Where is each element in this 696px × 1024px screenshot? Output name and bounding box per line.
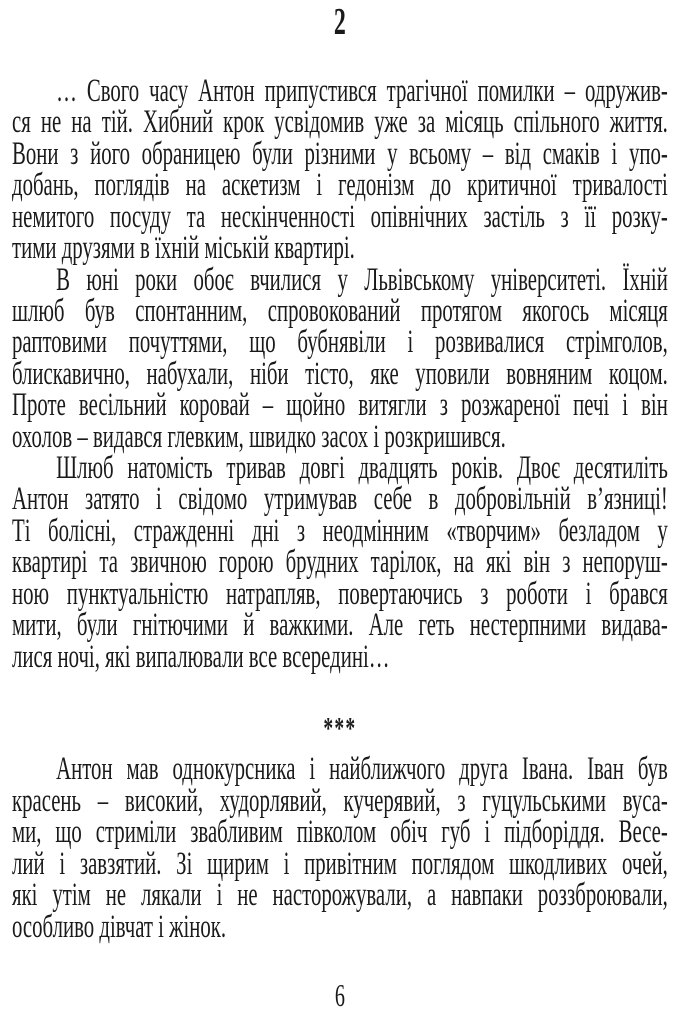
section-separator bbox=[12, 705, 668, 746]
chapter-number: 2 bbox=[333, 1, 346, 43]
text-line: ми, що стриміли звабливим півколом обіч губ і підборіддя. Весе- bbox=[12, 814, 668, 851]
text-line: Вони з його обраницею були різними у всьому – від смаків і упо- bbox=[12, 135, 668, 172]
text-line: шлюб був спонтанним, спровокований протягом якогось місяця bbox=[12, 292, 668, 329]
paragraph bbox=[12, 450, 668, 675]
text-line: лий і завзятий. Зі щирим і привітним поглядом шкодливих очей, bbox=[12, 845, 668, 882]
text-line: добань, поглядів на аскетизм і гедонізм до критичної тривалості bbox=[12, 167, 668, 204]
text-line: В юні роки обоє вчилися у Львівському університеті. Їхній bbox=[56, 261, 668, 298]
text-line: мити, були гнітючими й важкими. Але геть нестерпними видава- bbox=[12, 607, 668, 644]
paragraph bbox=[12, 261, 668, 455]
text-line: Антон затято і свідомо утримував себе в добровільній в’язниці! bbox=[12, 481, 668, 518]
paragraph bbox=[12, 73, 668, 267]
text-line: ною пунктуальністю натрапляв, повертаючись з роботи і брався bbox=[12, 575, 668, 612]
text-line: лися ночі, які випалювали все всередині… bbox=[12, 638, 390, 675]
text-line: Шлюб натомість тривав довгі двадцять років. Двоє десятиліть bbox=[56, 450, 668, 487]
text-line: ся не на тій. Хибний крок усвідомив уже за місяць спільного життя. bbox=[12, 104, 668, 141]
text-line: які утім не лякали і не насторожували, а навпаки роззброювали, bbox=[12, 877, 668, 914]
text-line: Антон мав однокурсника і найближчого друга Івана. Іван був bbox=[56, 751, 668, 788]
text-line: особливо дівчат і жінок. bbox=[12, 908, 227, 945]
page-body bbox=[12, 73, 668, 945]
text-line: квартирі та звичною горою брудних тарілок, на які він з непоруш- bbox=[12, 544, 668, 581]
text-column bbox=[12, 0, 668, 1011]
paragraph bbox=[12, 751, 668, 945]
text-line: раптовими почуттями, що бубнявіли і розвивалися стрімголов, bbox=[12, 324, 668, 361]
page-number: 6 bbox=[334, 976, 345, 1013]
text-line: тими друзями в їхній міській квартирі. bbox=[12, 230, 355, 267]
text-line: Проте весільний коровай – щойно витягли з розжареної печі і він bbox=[12, 387, 668, 424]
separator-asterisks: *** bbox=[323, 710, 357, 746]
text-line: Ті болісні, стражденні дні з неодмінним «творчим» безладом у bbox=[12, 512, 668, 549]
text-line: … Свого часу Антон припустився трагічної помилки – одружив- bbox=[56, 73, 668, 109]
text-line: охолов – видався глевким, швидко засох і розкришився. bbox=[12, 418, 506, 455]
text-line: немитого посуду та нескінченності опівнічних застіль з її розку- bbox=[12, 198, 668, 235]
text-line: блискавично, набухали, ніби тісто, яке уповили вовняним коцом. bbox=[12, 355, 668, 392]
text-line: красень – високий, худорлявий, кучерявий, з гуцульськими вуса- bbox=[12, 782, 668, 819]
